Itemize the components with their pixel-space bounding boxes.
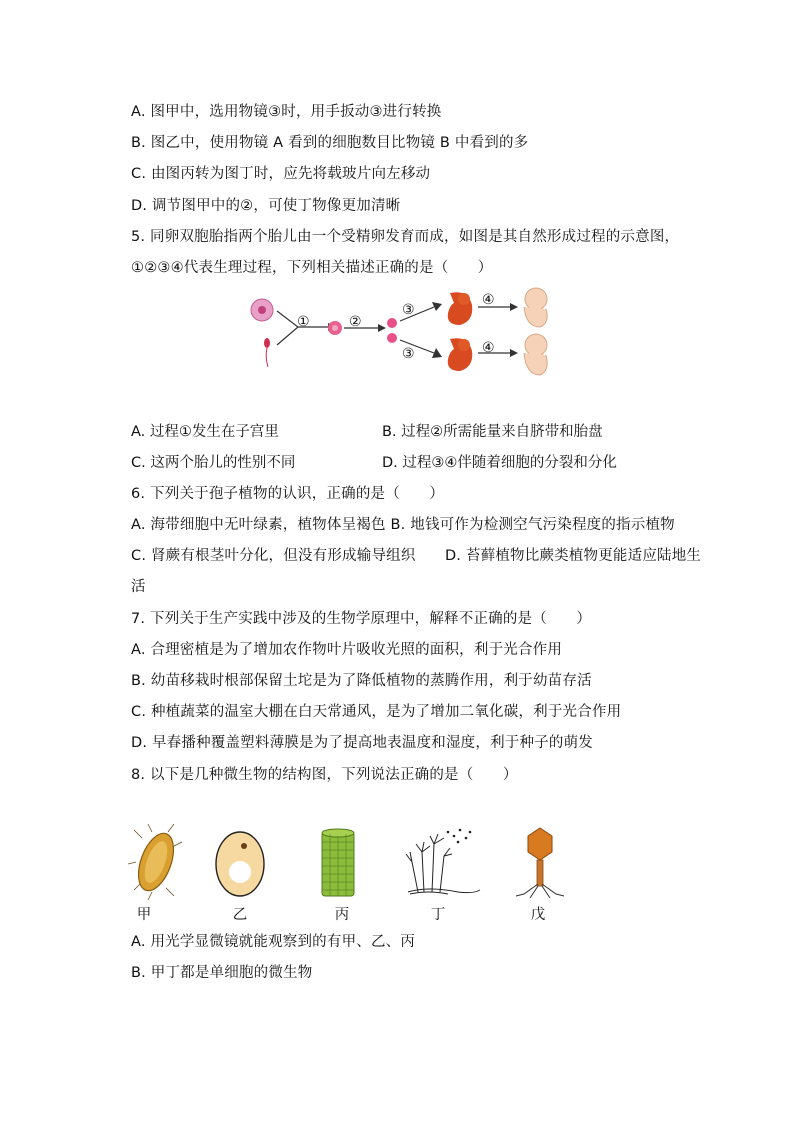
process-label-2: ② xyxy=(349,314,362,330)
bacteriophage-icon xyxy=(516,828,564,898)
process-label-4a: ④ xyxy=(482,292,495,308)
rod-virus-icon xyxy=(322,829,354,896)
process-label-3a: ③ xyxy=(402,302,415,318)
q8-stem: 8. 以下是几种微生物的结构图，下列说法正确的是（ ） xyxy=(131,767,518,783)
q4-option-d: D. 调节图甲中的②，可使丁物像更加清晰 xyxy=(131,198,401,214)
q8-option-a: A. 用光学显微镜就能观察到的有甲、乙、丙 xyxy=(131,934,416,950)
q4-option-c: C. 由图丙转为图丁时，应先将载玻片向左移动 xyxy=(131,166,431,182)
embryo-icon xyxy=(448,338,473,371)
q7-option-b: B. 幼苗移栽时根部保留土坨是为了降低植物的蒸腾作用，利于幼苗存活 xyxy=(131,673,592,689)
fetus-icon xyxy=(524,334,547,375)
zygote-icon xyxy=(328,321,342,335)
process-label-4b: ④ xyxy=(482,340,495,356)
organism-label-bing: 丙 xyxy=(334,907,350,923)
organism-label-yi: 乙 xyxy=(232,907,248,923)
merge-lines xyxy=(277,311,298,345)
two-cells-icon xyxy=(387,318,397,343)
twin-development-figure xyxy=(240,285,560,385)
q5-option-c: C. 这两个胎儿的性别不同 xyxy=(131,455,296,471)
q5-stem-line1: 5. 同卵双胞胎指两个胎儿由一个受精卵发育而成，如图是其自然形成过程的示意图， xyxy=(131,229,680,245)
bacterium-icon xyxy=(128,824,182,900)
q7-stem: 7. 下列关于生产实践中涉及的生物学原理中，解释不正确的是（ ） xyxy=(131,611,592,627)
egg-cell-icon xyxy=(251,299,273,321)
process-label-3b: ③ xyxy=(402,346,415,362)
q5-option-b: B. 过程②所需能量来自脐带和胎盘 xyxy=(382,424,603,440)
q4-option-a: A. 图甲中，选用物镜③时，用手扳动③进行转换 xyxy=(131,104,442,120)
mold-icon xyxy=(406,834,480,894)
q6-stem: 6. 下列关于孢子植物的认识，正确的是（ ） xyxy=(131,486,445,502)
organism-label-jia: 甲 xyxy=(136,907,152,923)
q6-option-cd: C. 肾蕨有根茎叶分化，但没有形成输导组织 D. 苔藓植物比蕨类植物更能适应陆地生 xyxy=(131,548,702,564)
q6-option-cd-cont: 活 xyxy=(131,579,146,595)
sperm-cell-icon xyxy=(264,338,270,367)
q6-option-ab: A. 海带细胞中无叶绿素，植物体呈褐色 B. 地钱可作为检测空气污染程度的指示植物 xyxy=(131,517,675,533)
organism-label-ding: 丁 xyxy=(430,907,446,923)
embryo-icon xyxy=(448,292,473,325)
yeast-cell-icon xyxy=(216,832,264,896)
microorganism-figure xyxy=(128,822,588,902)
q7-option-d: D. 早春播种覆盖塑料薄膜是为了提高地表温度和湿度，利于种子的萌发 xyxy=(131,735,593,751)
organism-label-wu: 戊 xyxy=(530,907,546,923)
q5-stem-line2: ①②③④代表生理过程，下列相关描述正确的是（ ） xyxy=(131,260,493,276)
q7-option-a: A. 合理密植是为了增加农作物叶片吸收光照的面积，利于光合作用 xyxy=(131,642,563,658)
q7-option-c: C. 种植蔬菜的温室大棚在白天常通风，是为了增加二氧化碳，利于光合作用 xyxy=(131,704,622,720)
q5-option-d: D. 过程③④伴随着细胞的分裂和分化 xyxy=(382,455,617,471)
q8-option-b: B. 甲丁都是单细胞的微生物 xyxy=(131,965,313,981)
spore-dots-icon xyxy=(447,829,472,844)
q5-option-a: A. 过程①发生在子宫里 xyxy=(131,424,279,440)
process-label-1: ① xyxy=(297,314,310,330)
q4-option-b: B. 图乙中，使用物镜 A 看到的细胞数目比物镜 B 中看到的多 xyxy=(131,135,529,151)
fetus-icon xyxy=(524,288,547,327)
